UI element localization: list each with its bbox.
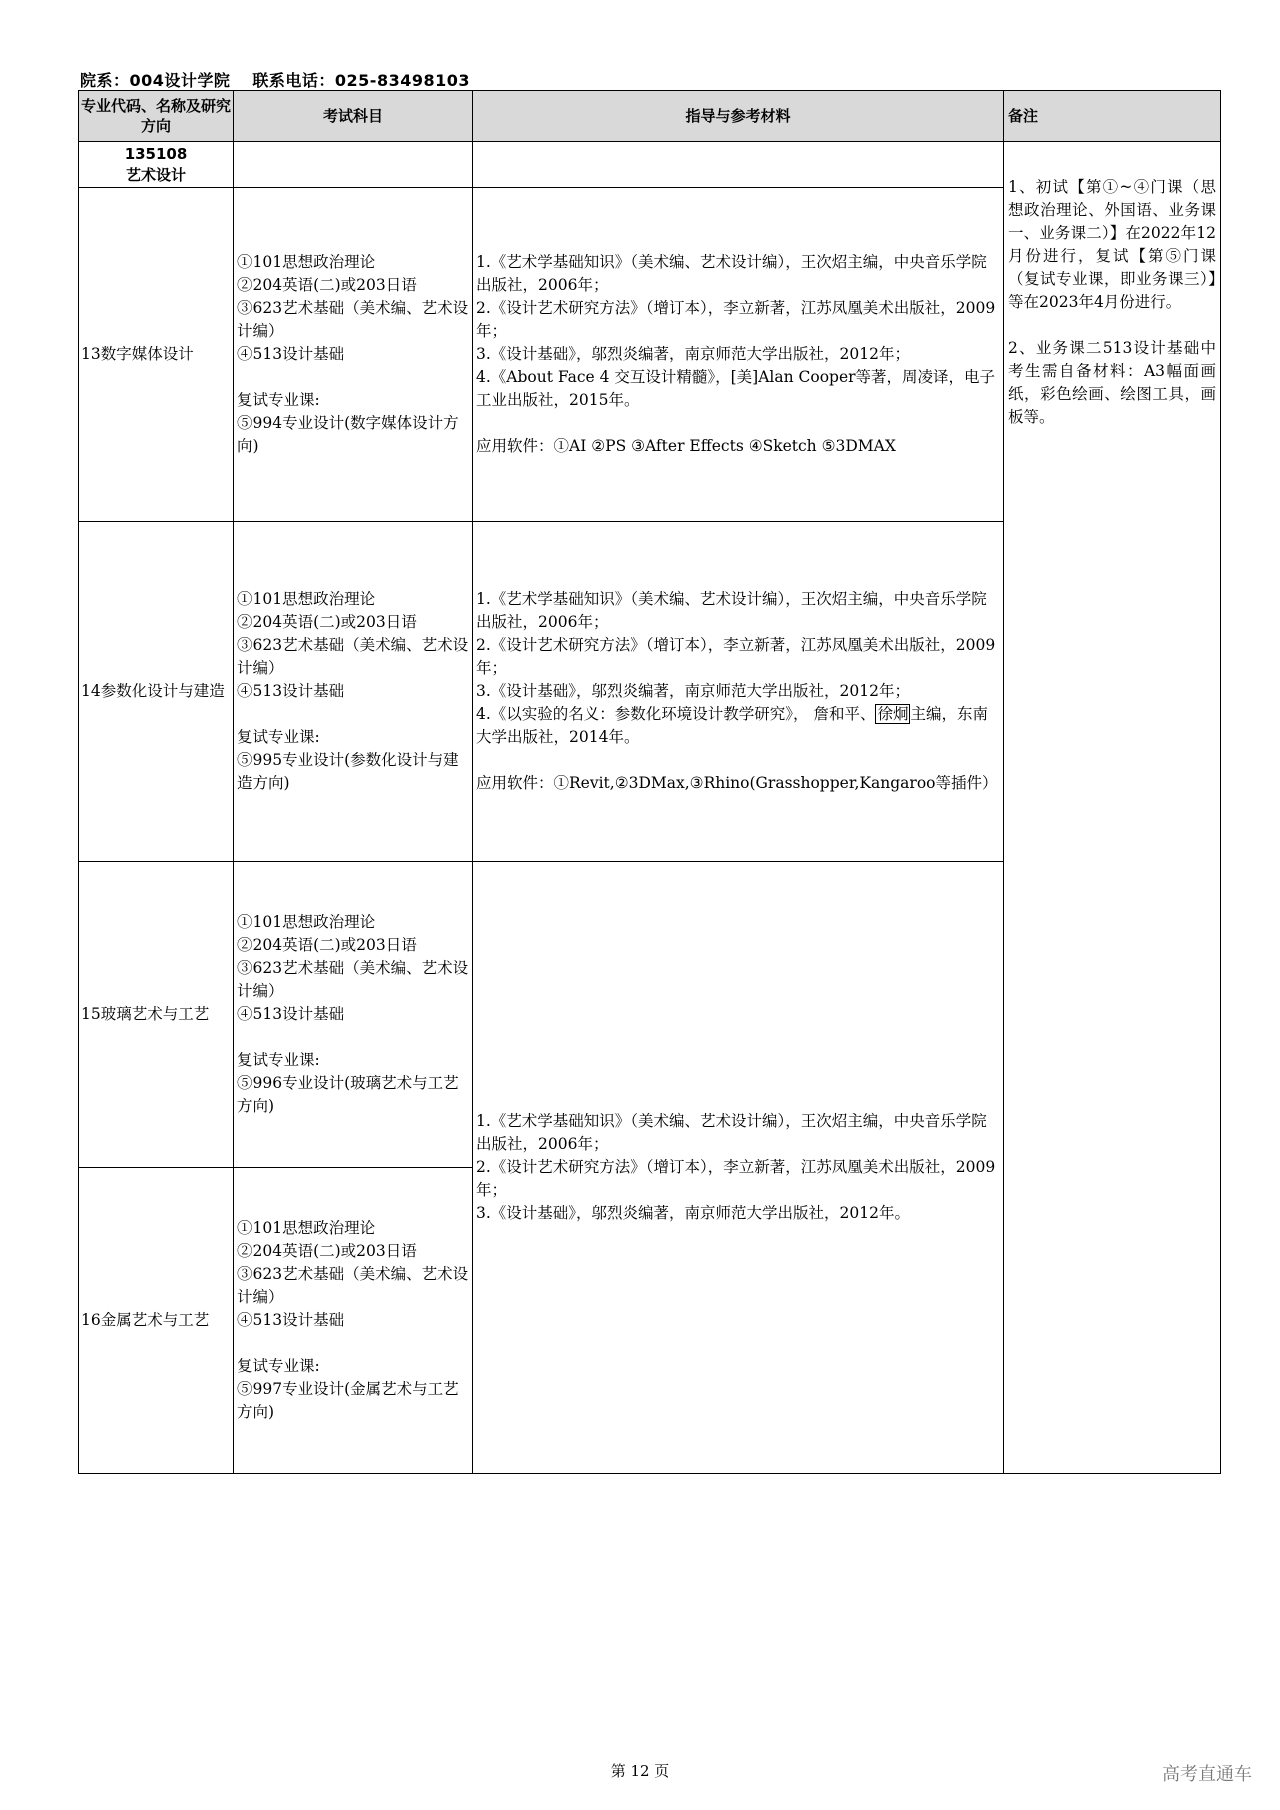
phone-label: 联系电话：025-83498103 <box>252 71 471 90</box>
note-1: 1、初试【第①~④门课（思想政治理论、外国语、业务课一、业务课二）】在2022年12月份进行，复试【第⑤门课（复试专业课，即业务课三）】等在2023年4月份进行。 <box>1008 178 1216 311</box>
retest-subject: ⑤995专业设计(参数化设计与建造方向) <box>237 751 459 792</box>
retest-label: 复试专业课: <box>237 1051 320 1069</box>
subjects-13 <box>233 187 473 522</box>
major-code: 135108 <box>124 144 188 163</box>
reference-item: 3.《设计基础》，邬烈炎编著，南京师范大学出版社，2012年； <box>476 682 910 700</box>
reference-item: 1.《艺术学基础知识》（美术编、艺术设计编），王次炤主编，中央音乐学院出版社，2006年； <box>476 253 987 294</box>
subject-item: ①101思想政治理论 <box>237 253 376 271</box>
retest-label: 复试专业课: <box>237 728 320 746</box>
header-notes: 备注 <box>1003 90 1221 142</box>
subject-item: ①101思想政治理论 <box>237 1219 376 1237</box>
reference-item: 1.《艺术学基础知识》（美术编、艺术设计编），王次炤主编，中央音乐学院出版社，2006年； <box>476 1112 987 1153</box>
references-shared <box>472 861 1004 1474</box>
subject-item: ④513设计基础 <box>237 1311 345 1329</box>
retest-subject: ⑤997专业设计(金属艺术与工艺方向) <box>237 1380 459 1421</box>
subject-item: ②204英语(二)或203日语 <box>237 613 417 631</box>
subject-item: ④513设计基础 <box>237 682 345 700</box>
page-header <box>80 68 492 91</box>
department-label: 院系：004设计学院 <box>80 71 231 90</box>
direction-13: 13数字媒体设计 <box>78 187 234 522</box>
subject-item: ③623艺术基础（美术编、艺术设计编） <box>237 959 469 1000</box>
reference-item: 4.《About Face 4 交互设计精髓》，[美]Alan Cooper等著，周凌译，电子工业出版社，2015年。 <box>476 368 996 409</box>
reference-item: 3.《设计基础》，邬烈炎编著，南京师范大学出版社，2012年。 <box>476 1204 910 1222</box>
retest-label: 复试专业课: <box>237 391 320 409</box>
software-list: 应用软件：①Revit,②3DMax,③Rhino(Grasshopper,Kangaroo等插件） <box>476 774 998 792</box>
subject-item: ②204英语(二)或203日语 <box>237 1242 417 1260</box>
direction-16: 16金属艺术与工艺 <box>78 1167 234 1474</box>
reference-item: 2.《设计艺术研究方法》（增订本），李立新著，江苏凤凰美术出版社，2009年； <box>476 299 996 340</box>
boxed-author: 徐炯 <box>877 705 909 723</box>
major-name: 艺术设计 <box>125 165 186 184</box>
subject-item: ④513设计基础 <box>237 1005 345 1023</box>
header-references: 指导与参考材料 <box>472 90 1004 142</box>
reference-item-4 <box>476 703 997 749</box>
subject-item: ③623艺术基础（美术编、艺术设计编） <box>237 1265 469 1306</box>
reference-item: 2.《设计艺术研究方法》（增订本），李立新著，江苏凤凰美术出版社，2009年； <box>476 1158 996 1199</box>
direction-14: 14参数化设计与建造 <box>78 521 234 862</box>
major-references-empty <box>472 141 1004 188</box>
header-major: 专业代码、名称及研究方向 <box>78 90 234 142</box>
subject-item: ④513设计基础 <box>237 345 345 363</box>
watermark: 高考直通车 <box>1162 1764 1252 1785</box>
subject-item: ②204英语(二)或203日语 <box>237 276 417 294</box>
subjects-16 <box>233 1167 473 1474</box>
subject-item: ③623艺术基础（美术编、艺术设计编） <box>237 636 469 677</box>
retest-label: 复试专业课: <box>237 1357 320 1375</box>
references-14 <box>472 521 1004 862</box>
major-cell <box>78 141 234 188</box>
references-13 <box>472 187 1004 522</box>
page-number: 第 12 页 <box>610 1762 670 1780</box>
direction-15: 15玻璃艺术与工艺 <box>78 861 234 1168</box>
software-list: 应用软件：①AI ②PS ③After Effects ④Sketch ⑤3DMAX <box>476 437 896 455</box>
notes-cell <box>1003 141 1221 1474</box>
retest-subject: ⑤996专业设计(玻璃艺术与工艺方向) <box>237 1074 459 1115</box>
exam-table <box>78 90 1221 1474</box>
reference-text: 4.《以实验的名义：参数化环境设计教学研究》， 詹和平、 <box>476 705 876 723</box>
subjects-15 <box>233 861 473 1168</box>
note-2: 2、业务课二513设计基础中考生需自备材料：A3幅面画纸，彩色绘画、绘图工具，画板等。 <box>1008 339 1216 426</box>
reference-item: 3.《设计基础》，邬烈炎编著，南京师范大学出版社，2012年； <box>476 345 910 363</box>
header-subjects: 考试科目 <box>233 90 473 142</box>
retest-subject: ⑤994专业设计(数字媒体设计方向) <box>237 414 459 455</box>
subject-item: ②204英语(二)或203日语 <box>237 936 417 954</box>
reference-text: 主编，东南大学出版社，2014年。 <box>476 705 988 746</box>
major-subjects-empty <box>233 141 473 188</box>
subject-item: ①101思想政治理论 <box>237 590 376 608</box>
subject-item: ③623艺术基础（美术编、艺术设计编） <box>237 299 469 340</box>
reference-item: 1.《艺术学基础知识》（美术编、艺术设计编），王次炤主编，中央音乐学院出版社，2006年； <box>476 590 987 631</box>
reference-item: 2.《设计艺术研究方法》（增订本），李立新著，江苏凤凰美术出版社，2009年； <box>476 636 996 677</box>
subject-item: ①101思想政治理论 <box>237 913 376 931</box>
subjects-14 <box>233 521 473 862</box>
